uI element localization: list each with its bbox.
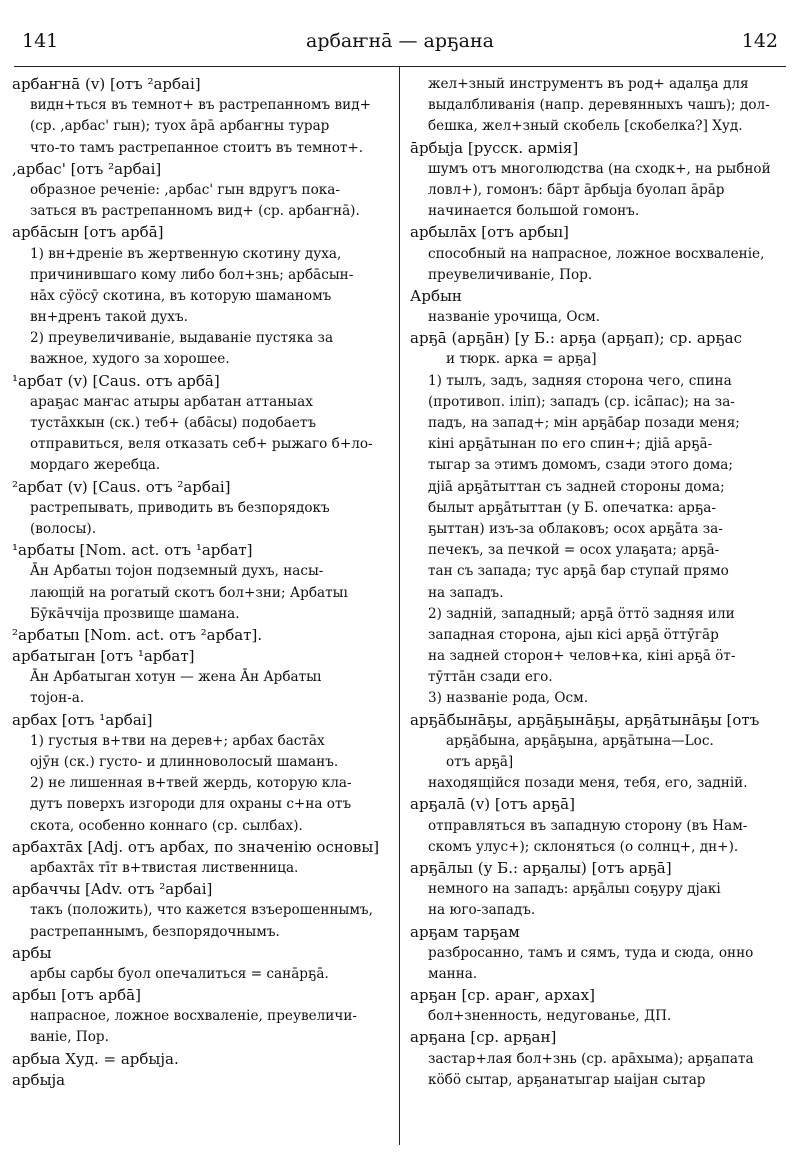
entry-text-line: Бӯкāччіја прозвище шамана. — [30, 605, 240, 622]
entry-text-line: манна. — [428, 965, 478, 982]
entry-text-line: такъ (положить), что кажется взъерошеннымъ, — [30, 902, 373, 919]
entry-text-line: образное реченіе: ,арбас' гын вдругъ пока- — [30, 181, 340, 198]
entry-headword-line: ¹арбаты [Nom. act. отъ ¹арбат] — [12, 541, 253, 560]
entry-text-line: немного на западъ: арҕāлыı соҕуру дјакі — [428, 881, 721, 898]
entry-text-line: способный на напрасное, ложное восхваленіе, — [428, 245, 765, 262]
entry-text-line: скомъ улус+); склоняться (о солнц+, дн+). — [428, 838, 739, 855]
entry-text-line: бол+зненность, недугованье, ДП. — [428, 1008, 672, 1025]
entry-text-line: причинившаго кому либо бол+знь; арбāсын- — [30, 266, 354, 283]
entry-text-line: растрепаннымъ, безпорядочнымъ. — [30, 923, 280, 940]
entry-headword-line: арбаҥнā (v) [отъ ²арбаі] — [12, 75, 201, 93]
entry-headword-line: арбатыган [отъ ¹арбат] — [12, 647, 195, 666]
entry-headword-line: арбы — [12, 943, 52, 962]
entry-text-line: дутъ поверхъ изгороди для охраны с+на отъ — [30, 796, 352, 813]
entry-text-line: преувеличиваніе, Пор. — [428, 266, 593, 283]
entry-headword-line: ²арбатыı [Nom. act. отъ ²арбат]. — [12, 625, 263, 644]
entry-headword-line: ²арбат (v) [Caus. отъ ²арбаі] — [12, 477, 231, 496]
entry-headword-line: арбāсын [отъ арбā] — [12, 223, 164, 242]
entry-headword-line: арҕан [ср. араҥ, архах] — [410, 986, 595, 1005]
entry-text-line: бешка, жел+зный скобель [скобелка?] Худ. — [428, 118, 743, 135]
entry-text-line: печекъ, за печкой = осох улаҕата; арҕā- — [428, 542, 720, 559]
entry-text-line: лающій на рогатый скотъ бол+зни; Арбатыı — [30, 584, 348, 601]
entry-text-line: ловл+), гомонъ: бāрт āрбыја буолап āрāр — [428, 181, 725, 198]
entry-text-line: на западъ. — [428, 584, 504, 601]
entry-text-line: (ср. ,арбас' гын); туох āрā арбаҥны турар — [30, 118, 330, 135]
entry-text-line: и тюрк. арка = арҕа] — [446, 351, 597, 368]
entry-text-line: тојон-а. — [30, 690, 85, 707]
entry-text-line: отправиться, веля отказать себ+ рыжаго б+ло- — [30, 436, 373, 453]
entry-text-line: падъ, на запад+; мін арҕāбар позади меня; — [428, 415, 740, 431]
entry-text-line: выдалбливанія (напр. деревянныхъ чашъ); дол- — [428, 97, 770, 114]
entry-text-line: начинается большой гомонъ. — [428, 203, 640, 220]
header-rule — [14, 66, 786, 67]
entry-headword-line: арбыı [отъ арбā] — [12, 986, 141, 1005]
entry-text-line: видн+ться въ темнот+ въ растрепанномъ вид+ — [30, 97, 371, 114]
entry-text-line: кӧбӧ сытар, арҕанатыгар ыаіјан сытар — [428, 1071, 706, 1088]
entry-text-line: ојӯн (ск.) густо- и длинноволосый шаманъ. — [30, 754, 339, 770]
entry-text-line: 2) не лишенная в+твей жердь, которую кла- — [30, 775, 352, 792]
entry-text-line: отправляться въ западную сторону (въ Нам- — [428, 817, 748, 834]
entry-text-line: что-то тамъ растрепанное стоитъ въ темнот+. — [30, 139, 364, 156]
entry-text-line: былыт арҕāтыттан (у Б. опечатка: арҕа- — [428, 499, 716, 516]
entry-headword-line: арҕана [ср. арҕан] — [410, 1028, 557, 1047]
entry-headword-line: арҕалā (v) [отъ арҕā] — [410, 795, 575, 814]
entry-text-line: арбы сарбы буол опечалиться = санāрҕā. — [30, 965, 329, 982]
entry-text-line: напрасное, ложное восхваленіе, преувеличи- — [30, 1008, 358, 1025]
entry-text-line: 2) преувеличиваніе, выдаваніе пустяка за — [30, 330, 334, 347]
entry-text-line: кіні арҕāтынан по его спин+; дјіā арҕā- — [428, 436, 713, 453]
entry-text-line: скота, особенно коннаго (ср. сылбах). — [30, 817, 303, 834]
entry-text-line: тустāхкын (ск.) теб+ (абāсы) подобаетъ — [30, 415, 316, 431]
entry-headword-line: арбаччы [Adv. отъ ²арбаі] — [12, 880, 213, 899]
page-number-left: 141 — [22, 30, 59, 52]
entry-text-line: важное, худого за хорошее. — [30, 351, 230, 368]
entry-headword-line: арҕāбынāҕы, арҕāҕынāҕы, арҕāтынāҕы [отъ — [410, 710, 760, 729]
entry-text-line: ваніе, Пор. — [30, 1029, 109, 1046]
entry-text-line: арбахтāх тīт в+твистая лиственница. — [30, 859, 299, 876]
entry-text-line: дјіā арҕāтыттан съ задней стороны дома; — [428, 478, 725, 495]
entry-headword-line: арҕам тарҕам — [410, 922, 520, 941]
entry-text-line: арҕāбына, арҕāҕына, арҕāтына—Loc. — [446, 732, 714, 749]
entry-text-line: заться въ растрепанномъ вид+ (ср. арбаҥнā). — [30, 203, 360, 220]
entry-headword-line: арбылāх [отъ арбыı] — [410, 223, 569, 242]
page-header — [22, 30, 778, 66]
entry-text-line: араҕас маҥас атыры арбатан аттаныах — [30, 393, 313, 410]
entry-headword-line: арбах [отъ ¹арбаі] — [12, 710, 153, 729]
entry-headword-line: арҕā (арҕāн) [у Б.: арҕа (арҕап); ср. арҕас — [410, 329, 742, 348]
entry-text-line: на юго-западъ. — [428, 902, 536, 919]
entry-text-line: Āн Арбатыı тојон подземный духъ, насы- — [30, 563, 324, 580]
entry-headword-line: ¹арбат (v) [Caus. отъ арбā] — [12, 371, 220, 390]
entry-text-line: названіе урочища, Осм. — [428, 309, 601, 326]
entry-text-line: на задней сторон+ челов+ка, кіні арҕā ӧт- — [428, 648, 736, 665]
entry-text-line: западная сторона, ајыı кісі арҕā ӧттӯгāр — [428, 626, 719, 643]
entry-text-line: 1) густыя в+тви на дерев+; арбах бастāх — [30, 732, 325, 749]
entry-text-line: находящійся позади меня, тебя, его, задній. — [428, 775, 748, 792]
entry-text-line: (противоп. іліп); западъ (ср. ісāпас); на за- — [428, 393, 735, 410]
entry-text-line: растрепывать, приводить въ безпорядокъ — [30, 499, 330, 516]
entry-text-line: тӯттāн сзади его. — [428, 669, 553, 686]
entry-text-line: тан съ запада; тус арҕā бар ступай прямо — [428, 563, 729, 580]
entry-headword-line: ,арбас' [отъ ²арбаі] — [12, 159, 162, 178]
entry-text-line: мордаго жеребца. — [30, 457, 161, 474]
entry-text-line: тыгар за этимъ домомъ, сзади этого дома; — [428, 457, 733, 474]
entry-headword-line: арбахтāх [Adj. отъ арбах, по значенію основы] — [12, 837, 380, 856]
entry-text-line: (волосы). — [30, 520, 97, 537]
running-title: арбаҥнā — арҕана — [306, 30, 494, 52]
entry-headword-line: Арбын — [410, 286, 462, 305]
right-column — [410, 74, 790, 1091]
page-number-right: 142 — [741, 30, 778, 52]
left-column — [12, 74, 390, 1091]
entry-text-line: 1) тылъ, задъ, задняя сторона чего, спина — [428, 372, 732, 389]
entry-headword-line: арбыја — [12, 1070, 66, 1089]
entry-text-line: разбросанно, тамъ и сямъ, туда и сюда, онно — [428, 944, 754, 961]
entry-text-line: 2) задній, западный; арҕā ӧттӧ задняя или — [428, 605, 735, 622]
entry-text-line: Āн Арбатыган хотун — жена Āн Арбатыı — [30, 669, 322, 686]
entry-text-line: жел+зный инструментъ въ род+ адалҕа для — [428, 76, 749, 92]
entry-text-line: застар+лая бол+знь (ср. арāхыма); арҕапата — [428, 1050, 754, 1067]
entry-text-line: вн+дренъ такой духъ. — [30, 309, 188, 326]
entry-headword-line: āрбыја [русск. армія] — [410, 138, 579, 157]
entry-headword-line: арбыа Худ. = арбыја. — [12, 1049, 179, 1068]
entry-text-line: отъ арҕā] — [446, 754, 514, 770]
entry-text-line: ҕыттан) изъ-за облаковъ; осох арҕāта за- — [428, 520, 723, 537]
entry-text-line: нāх сӯӧсӯ скотина, въ которую шаманомъ — [30, 287, 332, 304]
entry-text-line: 3) названіе рода, Осм. — [428, 690, 589, 707]
entry-text-line: 1) вн+дреніе въ жертвенную скотину духа, — [30, 245, 342, 262]
entry-headword-line: арҕāлыı (у Б.: арҕалы) [отъ арҕā] — [410, 858, 672, 877]
column-divider — [399, 66, 400, 1145]
entry-text-line: шумъ отъ многолюдства (на сходк+, на рыбной — [428, 160, 771, 177]
